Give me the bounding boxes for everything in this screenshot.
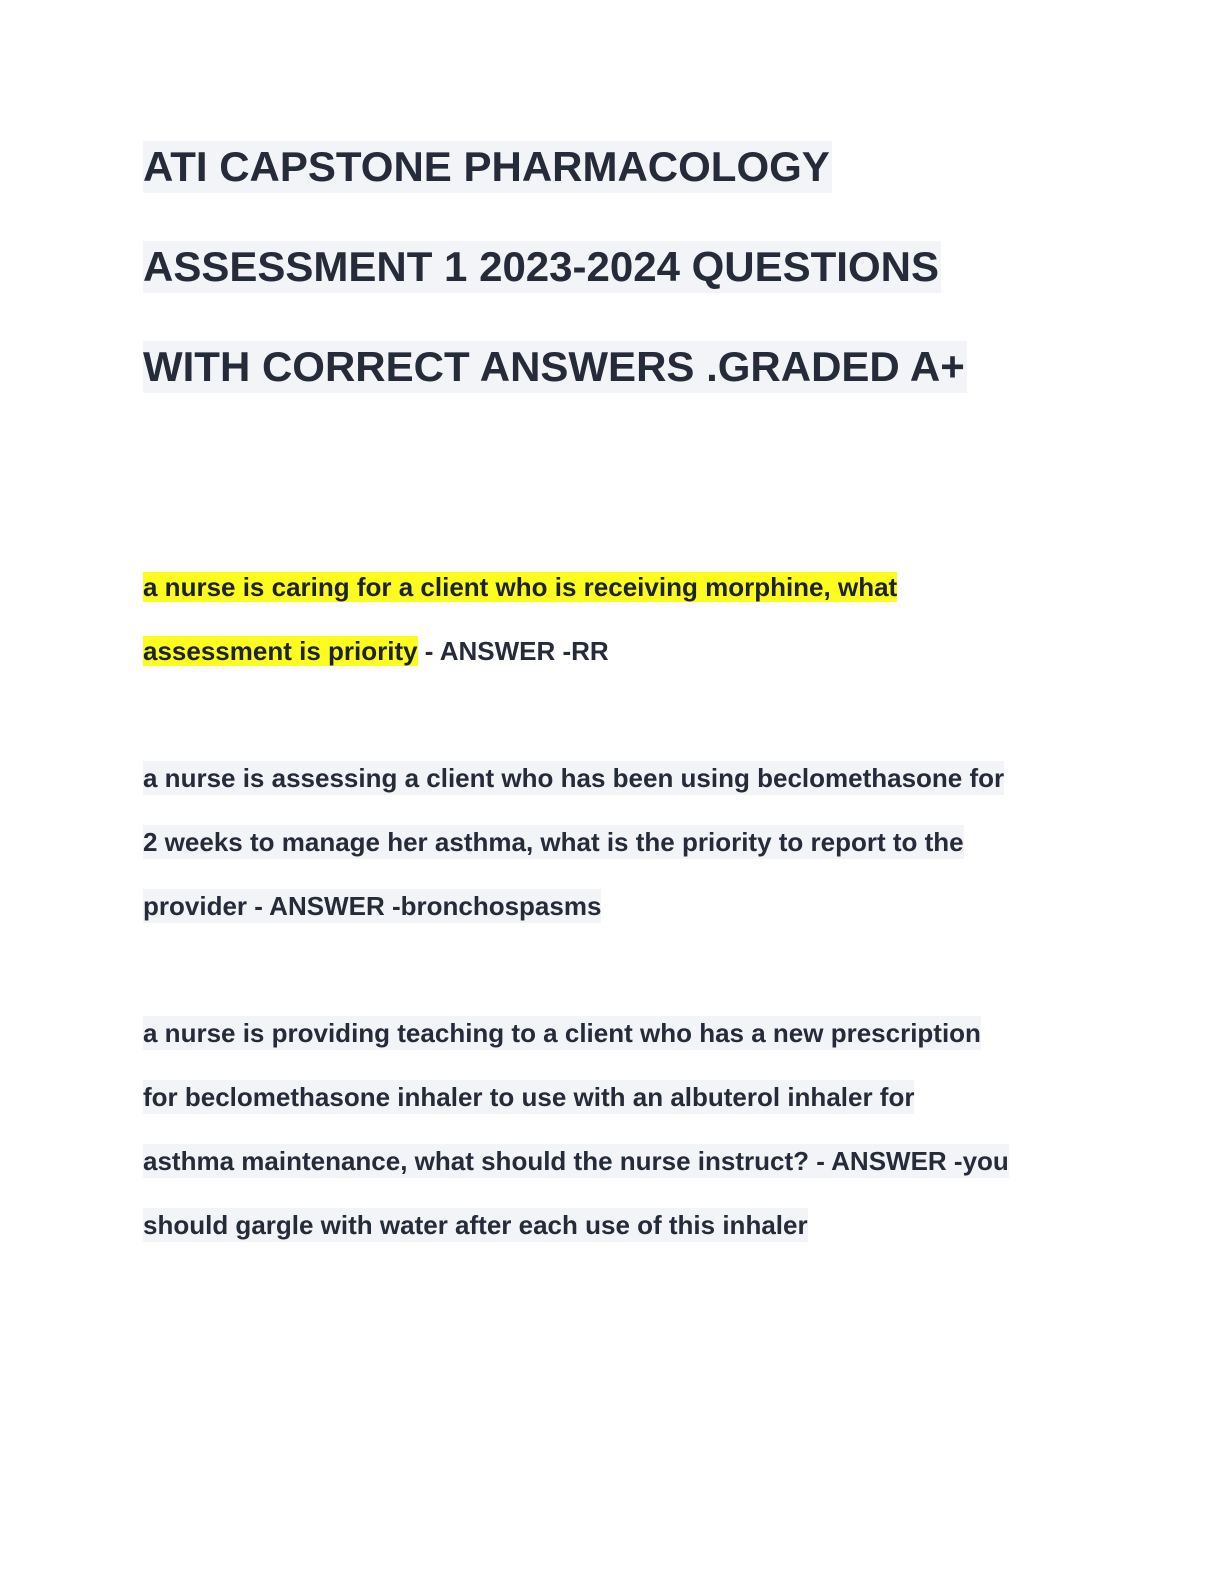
answer-text: - ANSWER -RR [417, 636, 609, 666]
question-3-line-4: should gargle with water after each use of this inhaler [143, 1210, 808, 1240]
title-line-1: ATI CAPSTONE PHARMACOLOGY [143, 141, 832, 193]
highlighted-text: assessment is priority [143, 636, 418, 666]
question-1-line-1 [143, 570, 897, 604]
question-3-line-3: asthma maintenance, what should the nurse instruct? - ANSWER -you [143, 1146, 1009, 1176]
question-3-line-1: a nurse is providing teaching to a client who has a new prescription [143, 1018, 981, 1048]
title-line-3: WITH CORRECT ANSWERS .GRADED A+ [143, 341, 967, 393]
question-3-line-2: for beclomethasone inhaler to use with an albuterol inhaler for [143, 1082, 915, 1112]
question-2-line-1: a nurse is assessing a client who has been using beclomethasone for [143, 763, 1005, 793]
question-2-line-2: 2 weeks to manage her asthma, what is the priority to report to the [143, 827, 964, 857]
highlighted-text: a nurse is caring for a client who is receiving morphine, what [143, 572, 898, 602]
title-line-2: ASSESSMENT 1 2023-2024 QUESTIONS [143, 241, 941, 293]
question-1-line-2 [143, 634, 609, 668]
question-2-line-3: provider - ANSWER -bronchospasms [143, 891, 602, 921]
